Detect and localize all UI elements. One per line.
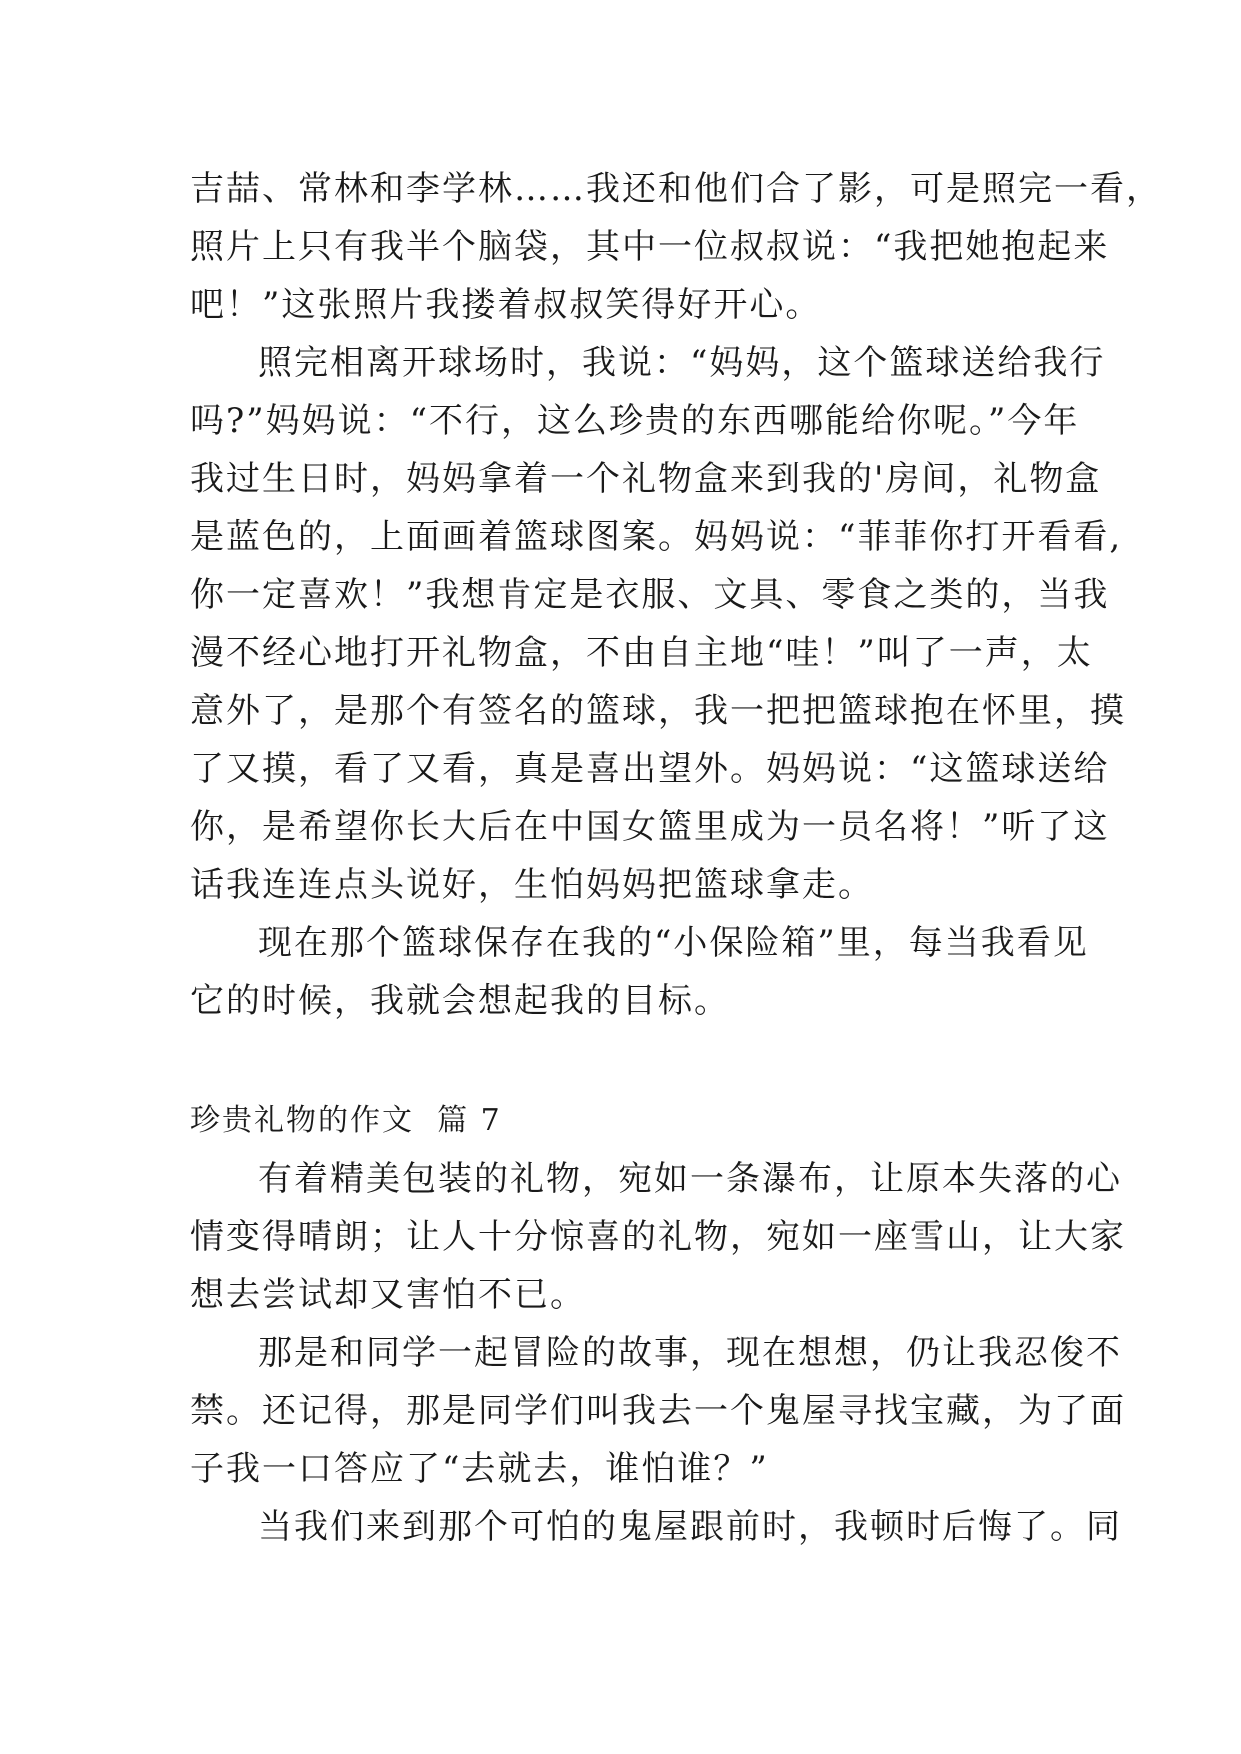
paragraph-line: 照片上只有我半个脑袋，其中一位叔叔说：“我把她抱起来	[190, 227, 1110, 267]
paragraph-line: 想去尝试却又害怕不已。	[190, 1275, 586, 1315]
paragraph-line: 了又摸，看了又看，真是喜出望外。妈妈说：“这篮球送给	[190, 749, 1110, 789]
paragraph-6	[190, 1498, 1122, 1556]
paragraph-line: 情变得晴朗；让人十分惊喜的礼物，宛如一座雪山，让大家	[190, 1217, 1126, 1257]
paragraph-line: 禁。还记得，那是同学们叫我去一个鬼屋寻找宝藏，为了面	[190, 1391, 1126, 1431]
paragraph-line: 我过生日时，妈妈拿着一个礼物盒来到我的'房间，礼物盒	[190, 459, 1102, 499]
paragraph-line: 有着精美包装的礼物，宛如一条瀑布，让原本失落的心	[258, 1159, 1122, 1199]
paragraph-1	[190, 160, 1162, 334]
paragraph-line: 是蓝色的，上面画着篮球图案。妈妈说：“菲菲你打开看看,	[190, 517, 1123, 557]
paragraph-line: 你，是希望你长大后在中国女篮里成为一员名将！”听了这	[190, 807, 1110, 847]
paragraph-line: 吧！”这张照片我搂着叔叔笑得好开心。	[190, 285, 822, 325]
section-heading: 珍贵礼物的作文 篇 7	[190, 1103, 502, 1138]
paragraph-line: 它的时候，我就会想起我的目标。	[190, 981, 730, 1021]
paragraph-line: 意外了，是那个有签名的篮球，我一把把篮球抱在怀里，摸	[190, 691, 1126, 731]
paragraph-line: 漫不经心地打开礼物盒，不由自主地“哇！”叫了一声，太	[190, 633, 1093, 673]
paragraph-line: 当我们来到那个可怕的鬼屋跟前时，我顿时后悔了。同	[258, 1507, 1122, 1547]
paragraph-3	[190, 914, 1089, 1030]
paragraph-line: 吉喆、常林和李学林……我还和他们合了影，可是照完一看，	[190, 169, 1162, 209]
paragraph-5	[190, 1324, 1126, 1498]
paragraph-line: 照完相离开球场时，我说：“妈妈，这个篮球送给我行	[258, 343, 1106, 383]
document-body	[190, 160, 1162, 1556]
paragraph-line: 那是和同学一起冒险的故事，现在想想，仍让我忍俊不	[258, 1333, 1122, 1373]
paragraph-4	[190, 1150, 1126, 1324]
paragraph-line: 话我连连点头说好，生怕妈妈把篮球拿走。	[190, 865, 874, 905]
paragraph-line: 吗?”妈妈说：“不行，这么珍贵的东西哪能给你呢。”今年	[190, 401, 1080, 441]
paragraph-2	[190, 334, 1126, 914]
paragraph-line: 子我一口答应了“去就去，谁怕谁？”	[190, 1449, 769, 1489]
paragraph-line: 现在那个篮球保存在我的“小保险箱”里，每当我看见	[258, 923, 1089, 963]
section-spacer	[190, 1030, 1060, 1092]
paragraph-line: 你一定喜欢！”我想肯定是衣服、文具、零食之类的，当我	[190, 575, 1110, 615]
